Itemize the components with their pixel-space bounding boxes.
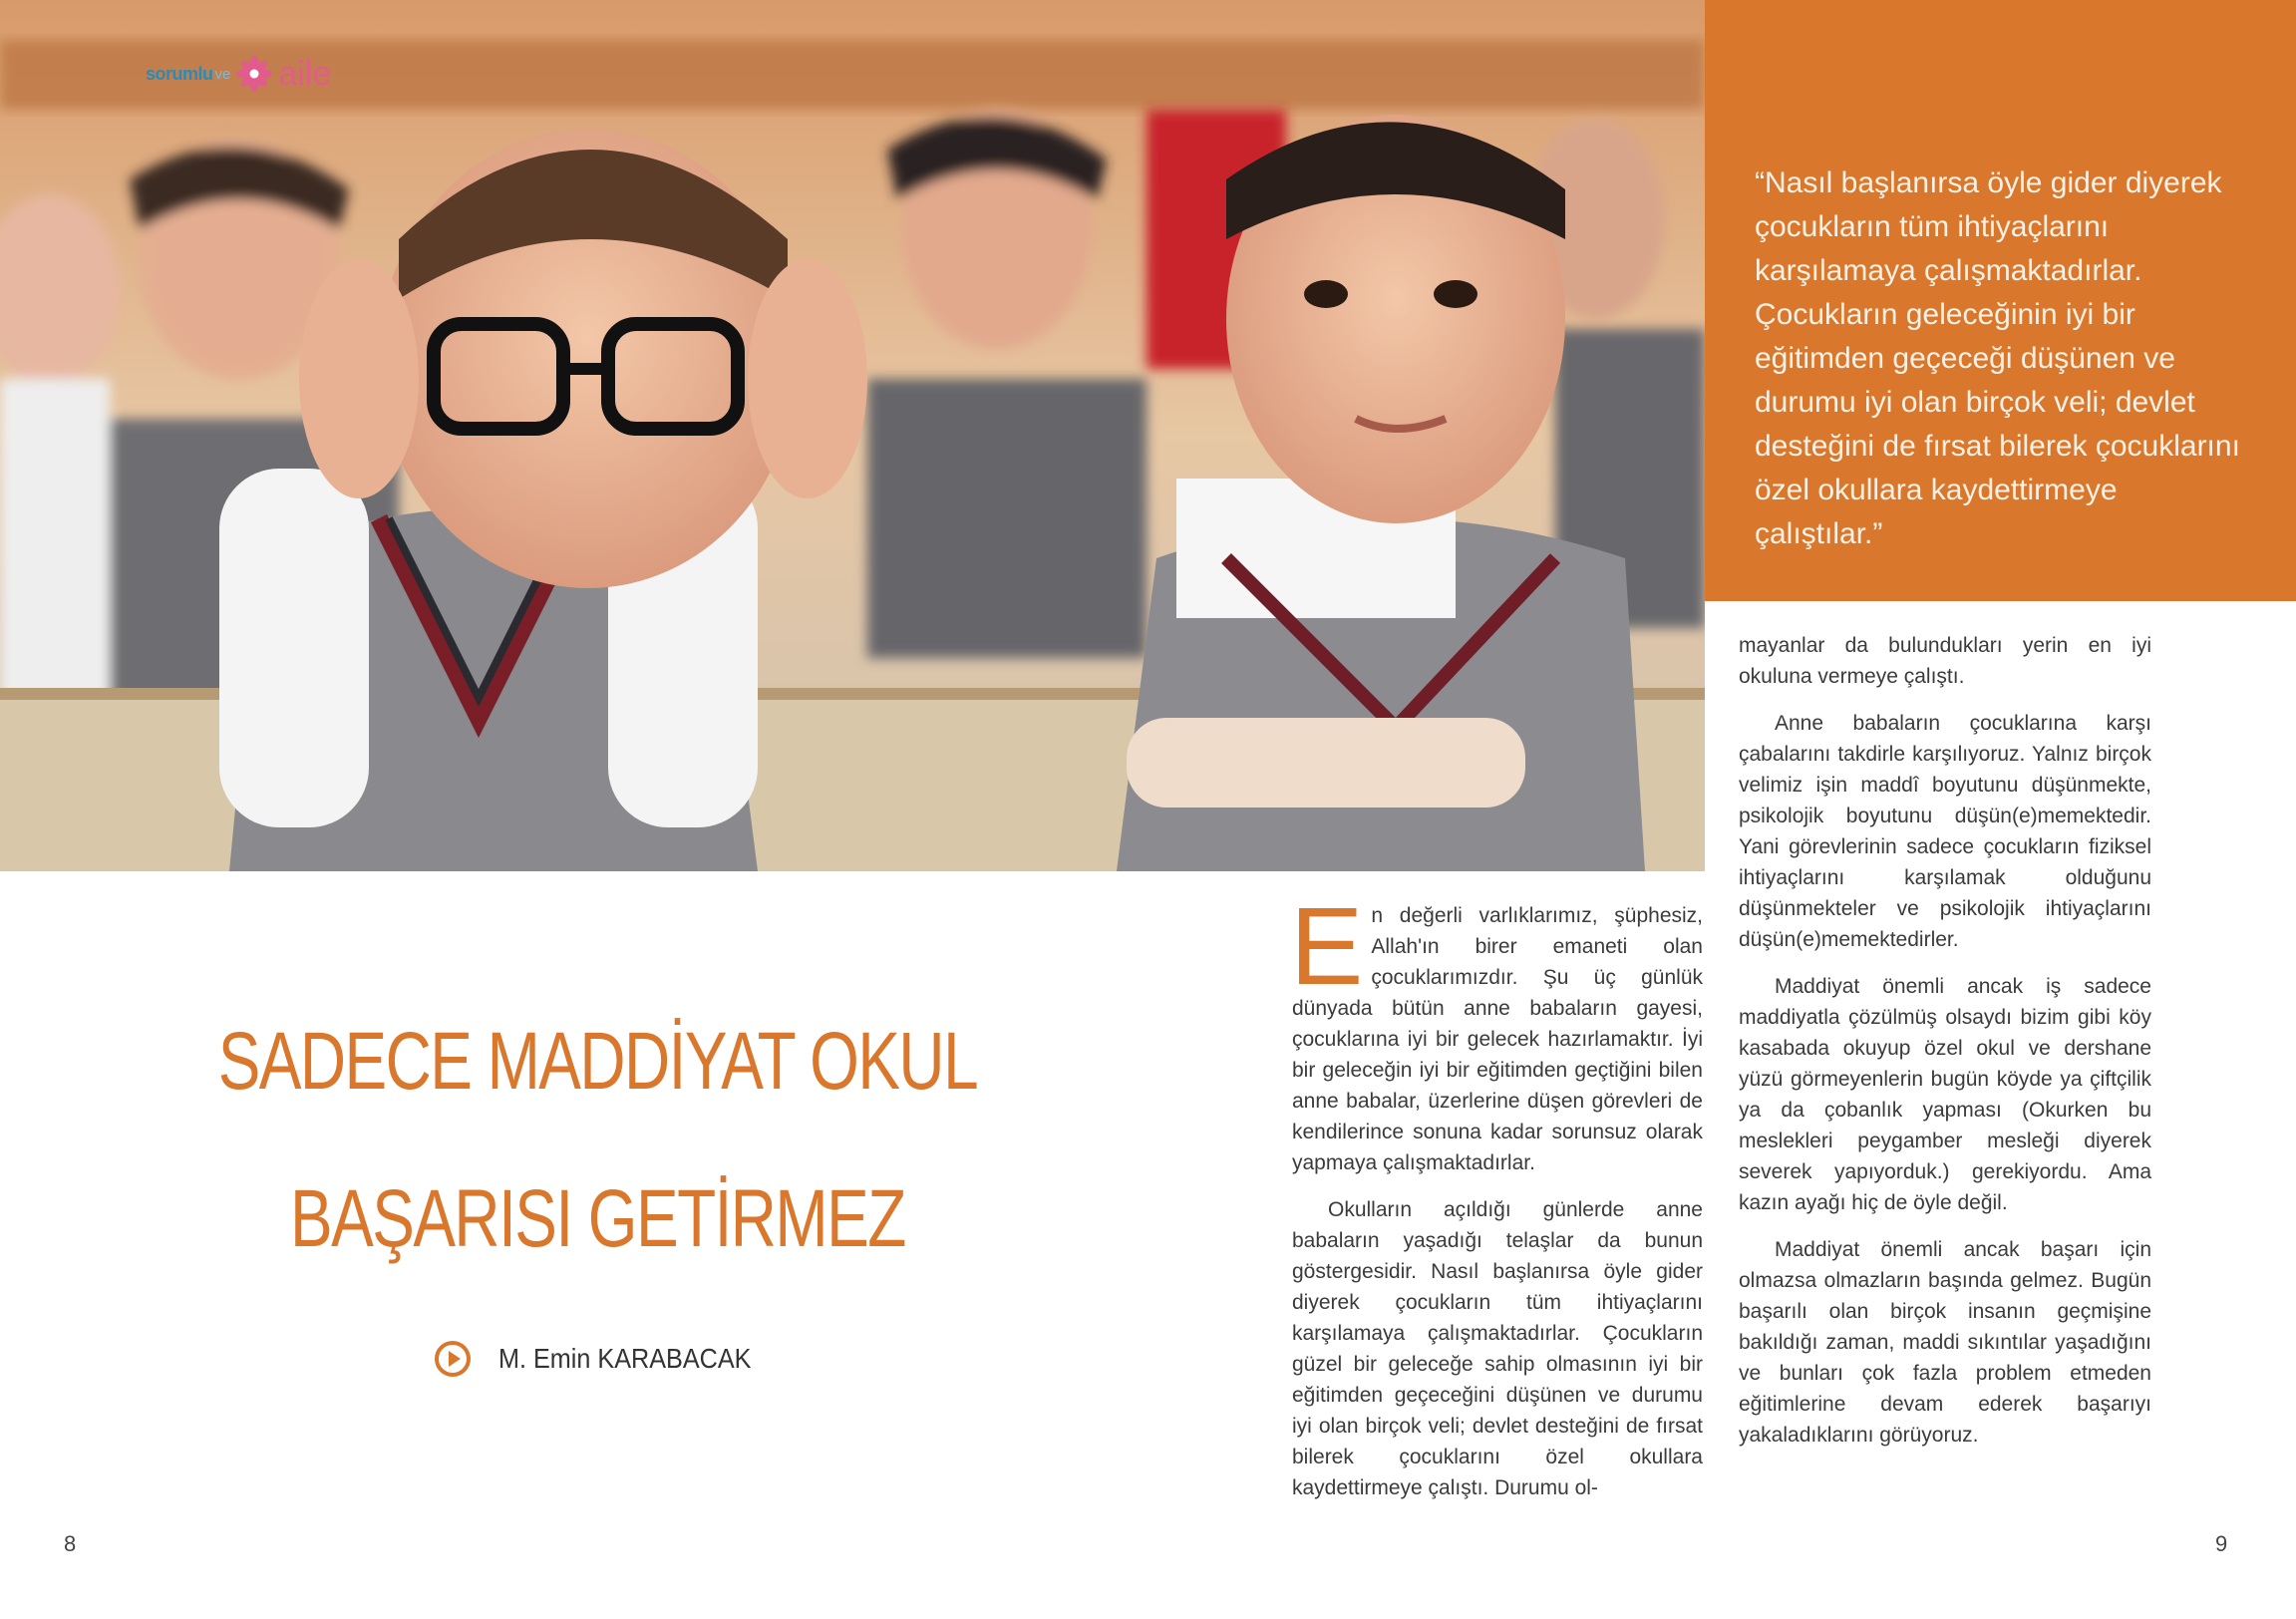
logo-word-1: sorumlu [146,63,213,84]
classroom-illustration [0,0,1705,871]
flower-icon [236,56,272,92]
author-name: M. Emin KARABACAK [498,1343,752,1374]
play-circle-icon [433,1339,473,1379]
author-byline [433,1337,780,1381]
page-number-right: 9 [2215,1531,2228,1556]
article-column-1 [1290,885,1703,1519]
paragraph: mayanlar da bulundukları yerin en iyi okuluna vermeye çalıştı. [1739,634,2151,688]
article-column-2 [1739,630,2151,1466]
classroom-photo [0,0,1705,871]
article-title [208,983,986,1298]
paragraph [1290,885,1703,1178]
paragraph: Maddiyat önemli ancak başarı için olmazsa olmazların başında gelmez. Bugün başarılı olan birçok insanın geçmişine bakıldığı zaman, maddi sıkıntılar yaşadığını ve bunları çok fazla problem etmeden eğitimlerine devam ederek başarıyı yakaladıklarını görüyoruz. [1739,1238,2151,1447]
title-line-1: SADECE MADDİYAT OKUL [217,1016,978,1107]
paragraph: Anne babaların çocuklarına karşı çabalarını takdirle karşılıyoruz. Yalnız birçok velimiz işin maddî boyutunu düşünmekte, psikolojik boyutunu düşün(e)memektedir. Yani görevlerinin sadece çocukların fiziksel ihtiyaçlarını karşılamak olduğunu düşünmekteler ve psikolojik ihtiyaçlarını düşün(e)memektedirler. [1739,712,2151,951]
title-line-2: BAŞARISI GETİRMEZ [290,1173,905,1264]
paragraph: Okulların açıldığı günlerde anne babaların yaşadığı telaşlar da bunun göstergesidir. Nasıl başlanırsa öyle gider diyerek çocukların tüm ihtiyaçlarını karşılamaya çalışmaktadırlar. Çocukların güzel bir geleceğe sahip olmasının iyi bir eğitimden geçeceğini düşünen ve durumu iyi olan birçok veli; devlet desteğini de fırsat bilerek çocuklarını özel okullara kaydettirmeye çalıştı. Durumu ol- [1292,1198,1703,1499]
paragraph-text: n değerli varlıklarımız, şüphesiz, Allah'ın birer emaneti olan çocuklarımızdır. Şu üç günlük dünyada bütün anne babaların gayesi, çocuklarına iyi bir gelecek hazırlamaktır. İyi bir geleceğin iyi bir eğitimden geçtiğini bilen anne babalar, üzerlerine düşen görevleri de kendilerince sonuna kadar sorunsuz olarak yapmaya çalışmaktadırlar. [1292,904,1703,1174]
magazine-logo [146,56,331,92]
drop-cap: E [1290,885,1364,1008]
pull-quote-text: “Nasıl başlanırsa öyle gider diyerek çocukların tüm ihtiyaçlarını karşılamaya çalışmaktadırlar. Çocukların geleceğinin iyi bir eğitimden geçeceği düşünen ve durumu iyi olan birçok veli; devlet desteğini de fırsat bilerek çocuklarını özel okullara kaydettirmeye çalıştılar.” [1755,166,2240,550]
logo-word-2: ve [214,65,231,83]
logo-word-3: aile [278,55,332,93]
page-number-left: 8 [64,1531,77,1556]
pull-quote-box [1705,0,2296,601]
paragraph: Maddiyat önemli ancak iş sadece maddiyatla çözülmüş olsaydı bizim gibi köy kasabada okuyup özel okul ve dershane yüzü görmeyenlerin bugün köyde ya çiftçilik ya da çobanlık yapması (Okurken bu meslekleri peygamber mesleği diyerek severek yapıyorduk.) gerekiyordu. Ama kazın ayağı hiç de öyle değil. [1739,975,2151,1214]
